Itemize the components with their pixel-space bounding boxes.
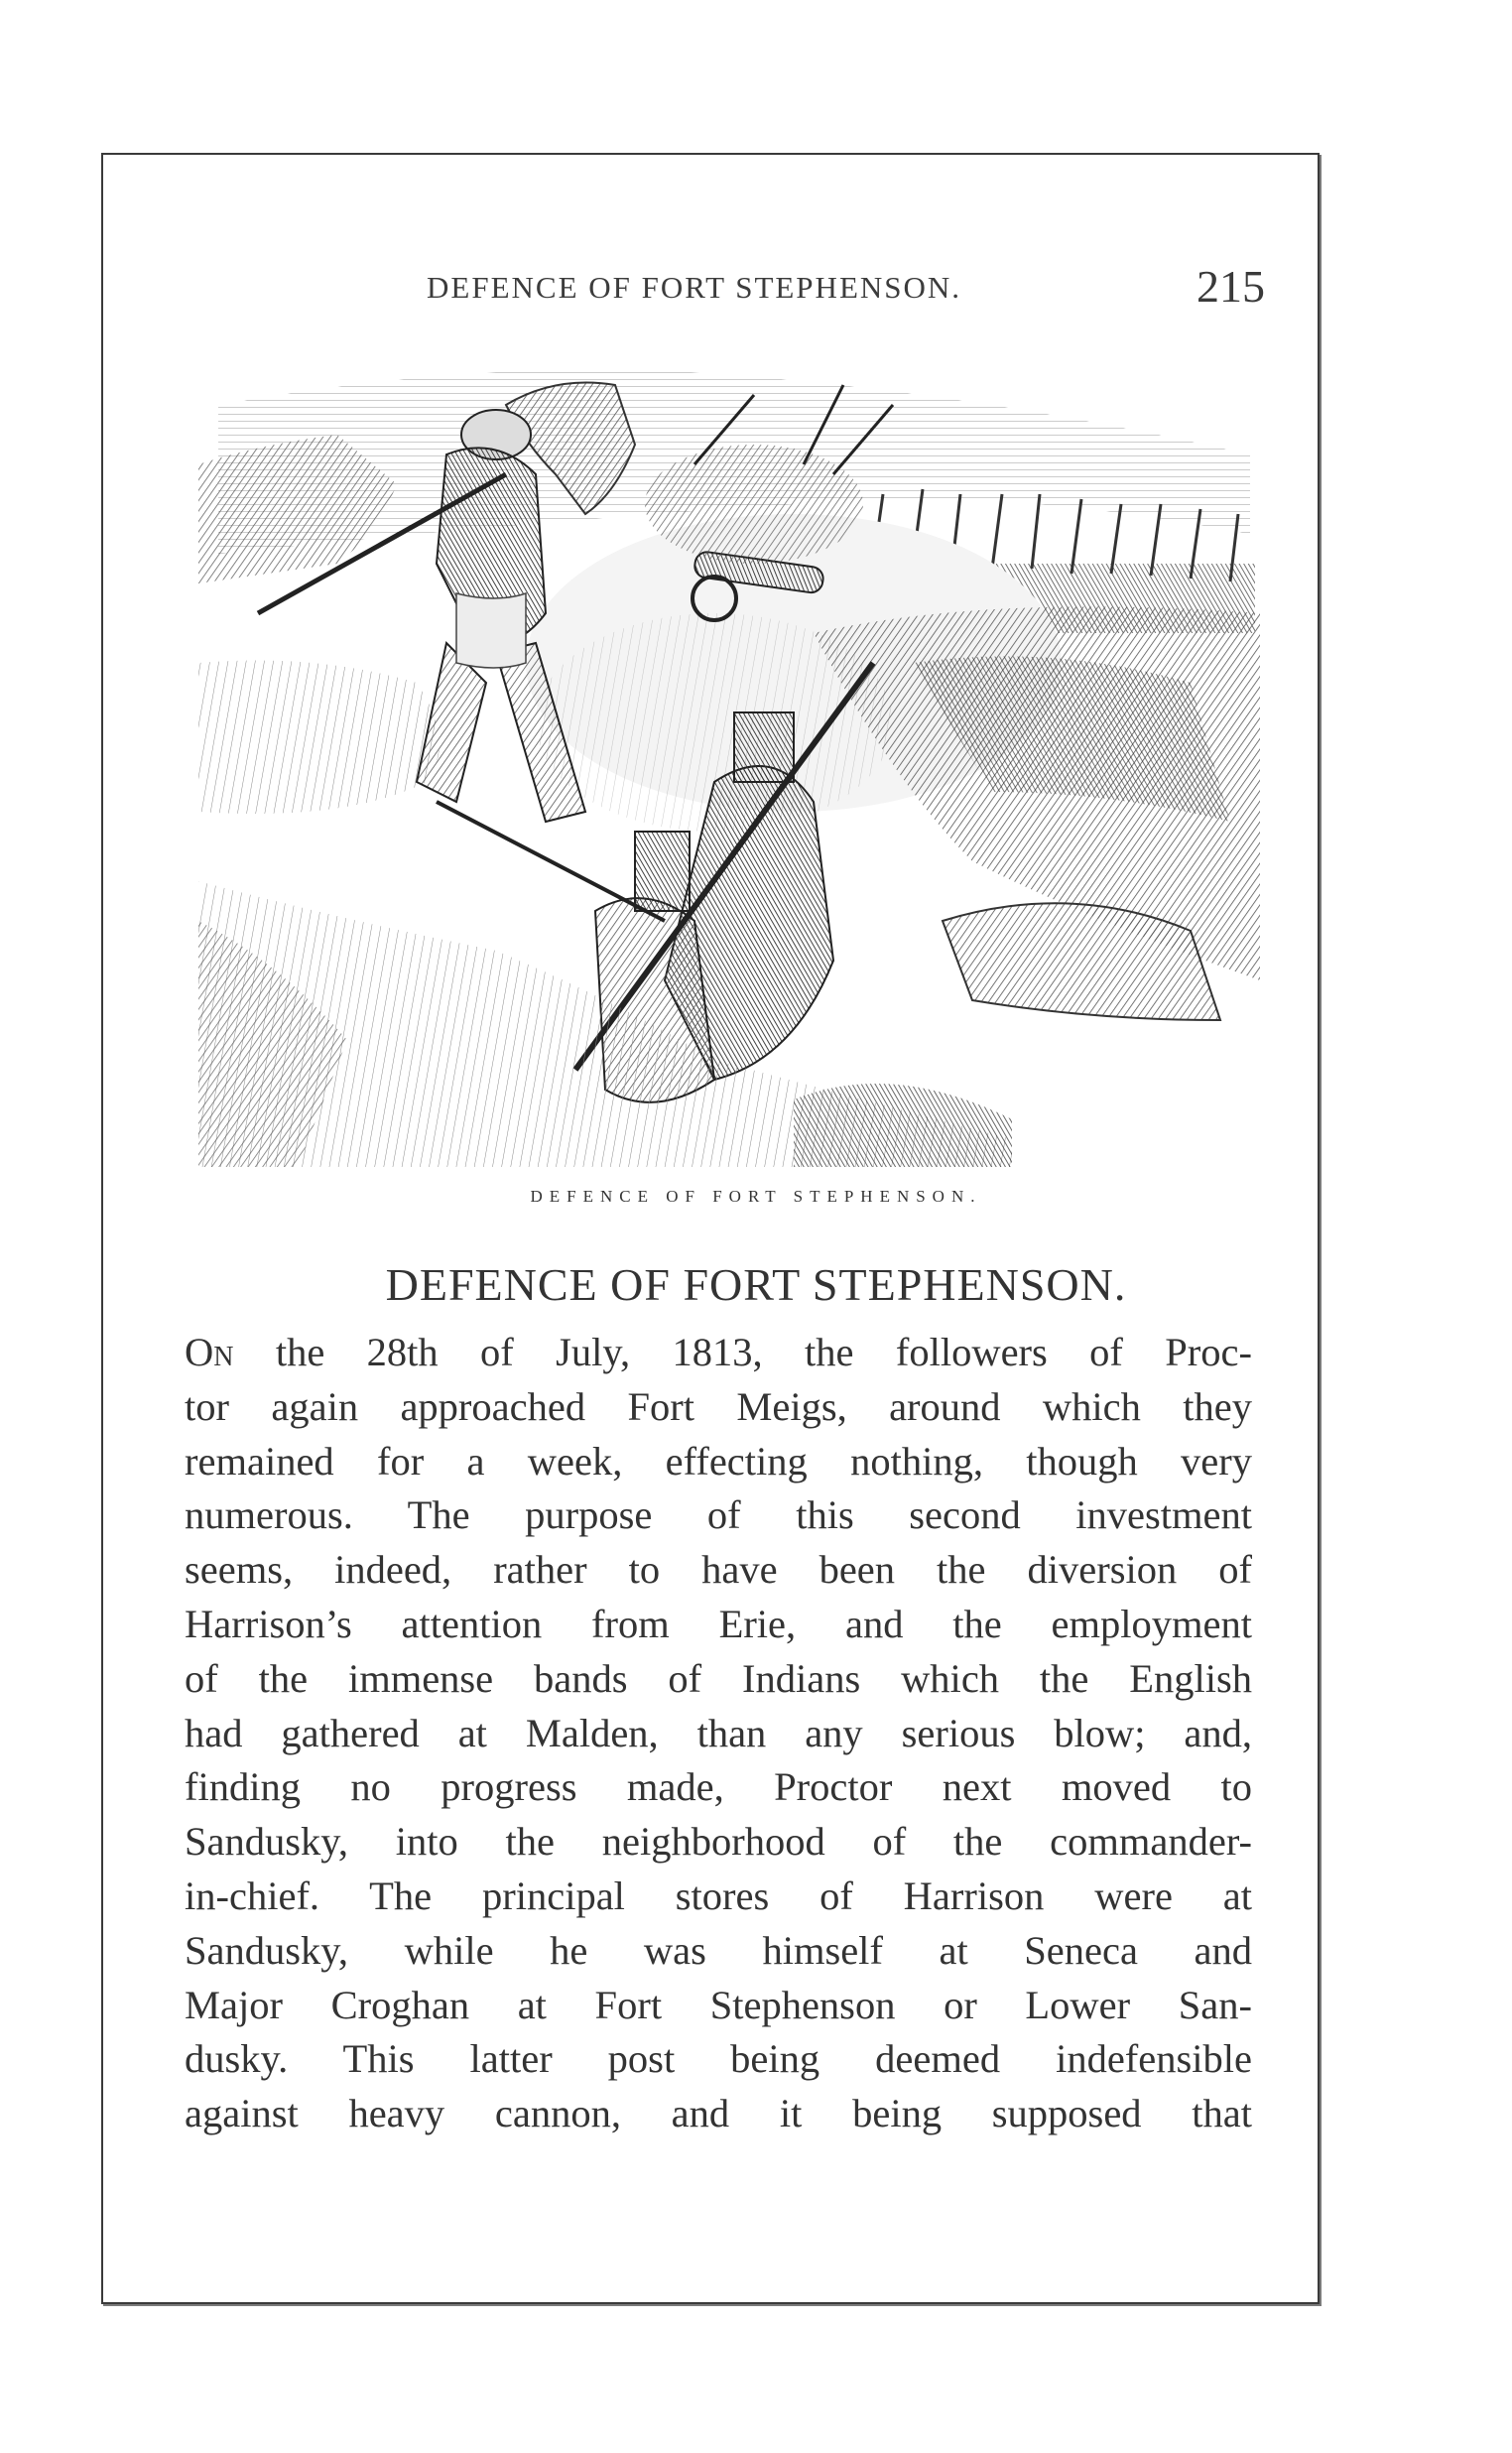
chapter-heading: DEFENCE OF FORT STEPHENSON. <box>385 1259 1127 1310</box>
text-line: Major Croghan at Fort Stephenson or Lower San- <box>185 1982 1252 2027</box>
opening-word: On <box>185 1330 234 1374</box>
battle-engraving-illustration <box>198 365 1260 1167</box>
text-line: dusky. This latter post being deemed indefensible <box>185 2036 1252 2082</box>
text-line: Sandusky, while he was himself at Seneca and <box>185 1927 1252 1973</box>
plate-caption: DEFENCE OF FORT STEPHENSON. <box>530 1187 982 1206</box>
text-line: of the immense bands of Indians which the English <box>185 1655 1252 1701</box>
first-line-rest: the 28th of July, 1813, the followers of Proc- <box>233 1330 1252 1374</box>
text-line: had gathered at Malden, than any serious blow; and, <box>185 1710 1252 1755</box>
text-line: tor again approached Fort Meigs, around which they <box>185 1383 1252 1429</box>
text-line: in-chief. The principal stores of Harrison were at <box>185 1872 1252 1918</box>
text-line: Sandusky, into the neighborhood of the commander- <box>185 1819 1252 1865</box>
text-line: numerous. The purpose of this second investment <box>185 1492 1252 1538</box>
text-line-1 <box>185 1326 1252 1380</box>
page-number: 215 <box>1197 261 1265 312</box>
text-line: Harrison’s attention from Erie, and the employment <box>185 1601 1252 1646</box>
text-line: finding no progress made, Proctor next moved to <box>185 1764 1252 1810</box>
body-text <box>185 1326 1252 2141</box>
running-head <box>179 260 1265 320</box>
running-title: DEFENCE OF FORT STEPHENSON. <box>427 270 962 305</box>
left-mound <box>198 661 440 815</box>
engraving-svg <box>198 365 1260 1167</box>
text-line: seems, indeed, rather to have been the diversion of <box>185 1547 1252 1593</box>
text-line: against heavy cannon, and it being supposed that <box>185 2091 1252 2136</box>
text-line: remained for a week, effecting nothing, though very <box>185 1438 1252 1484</box>
